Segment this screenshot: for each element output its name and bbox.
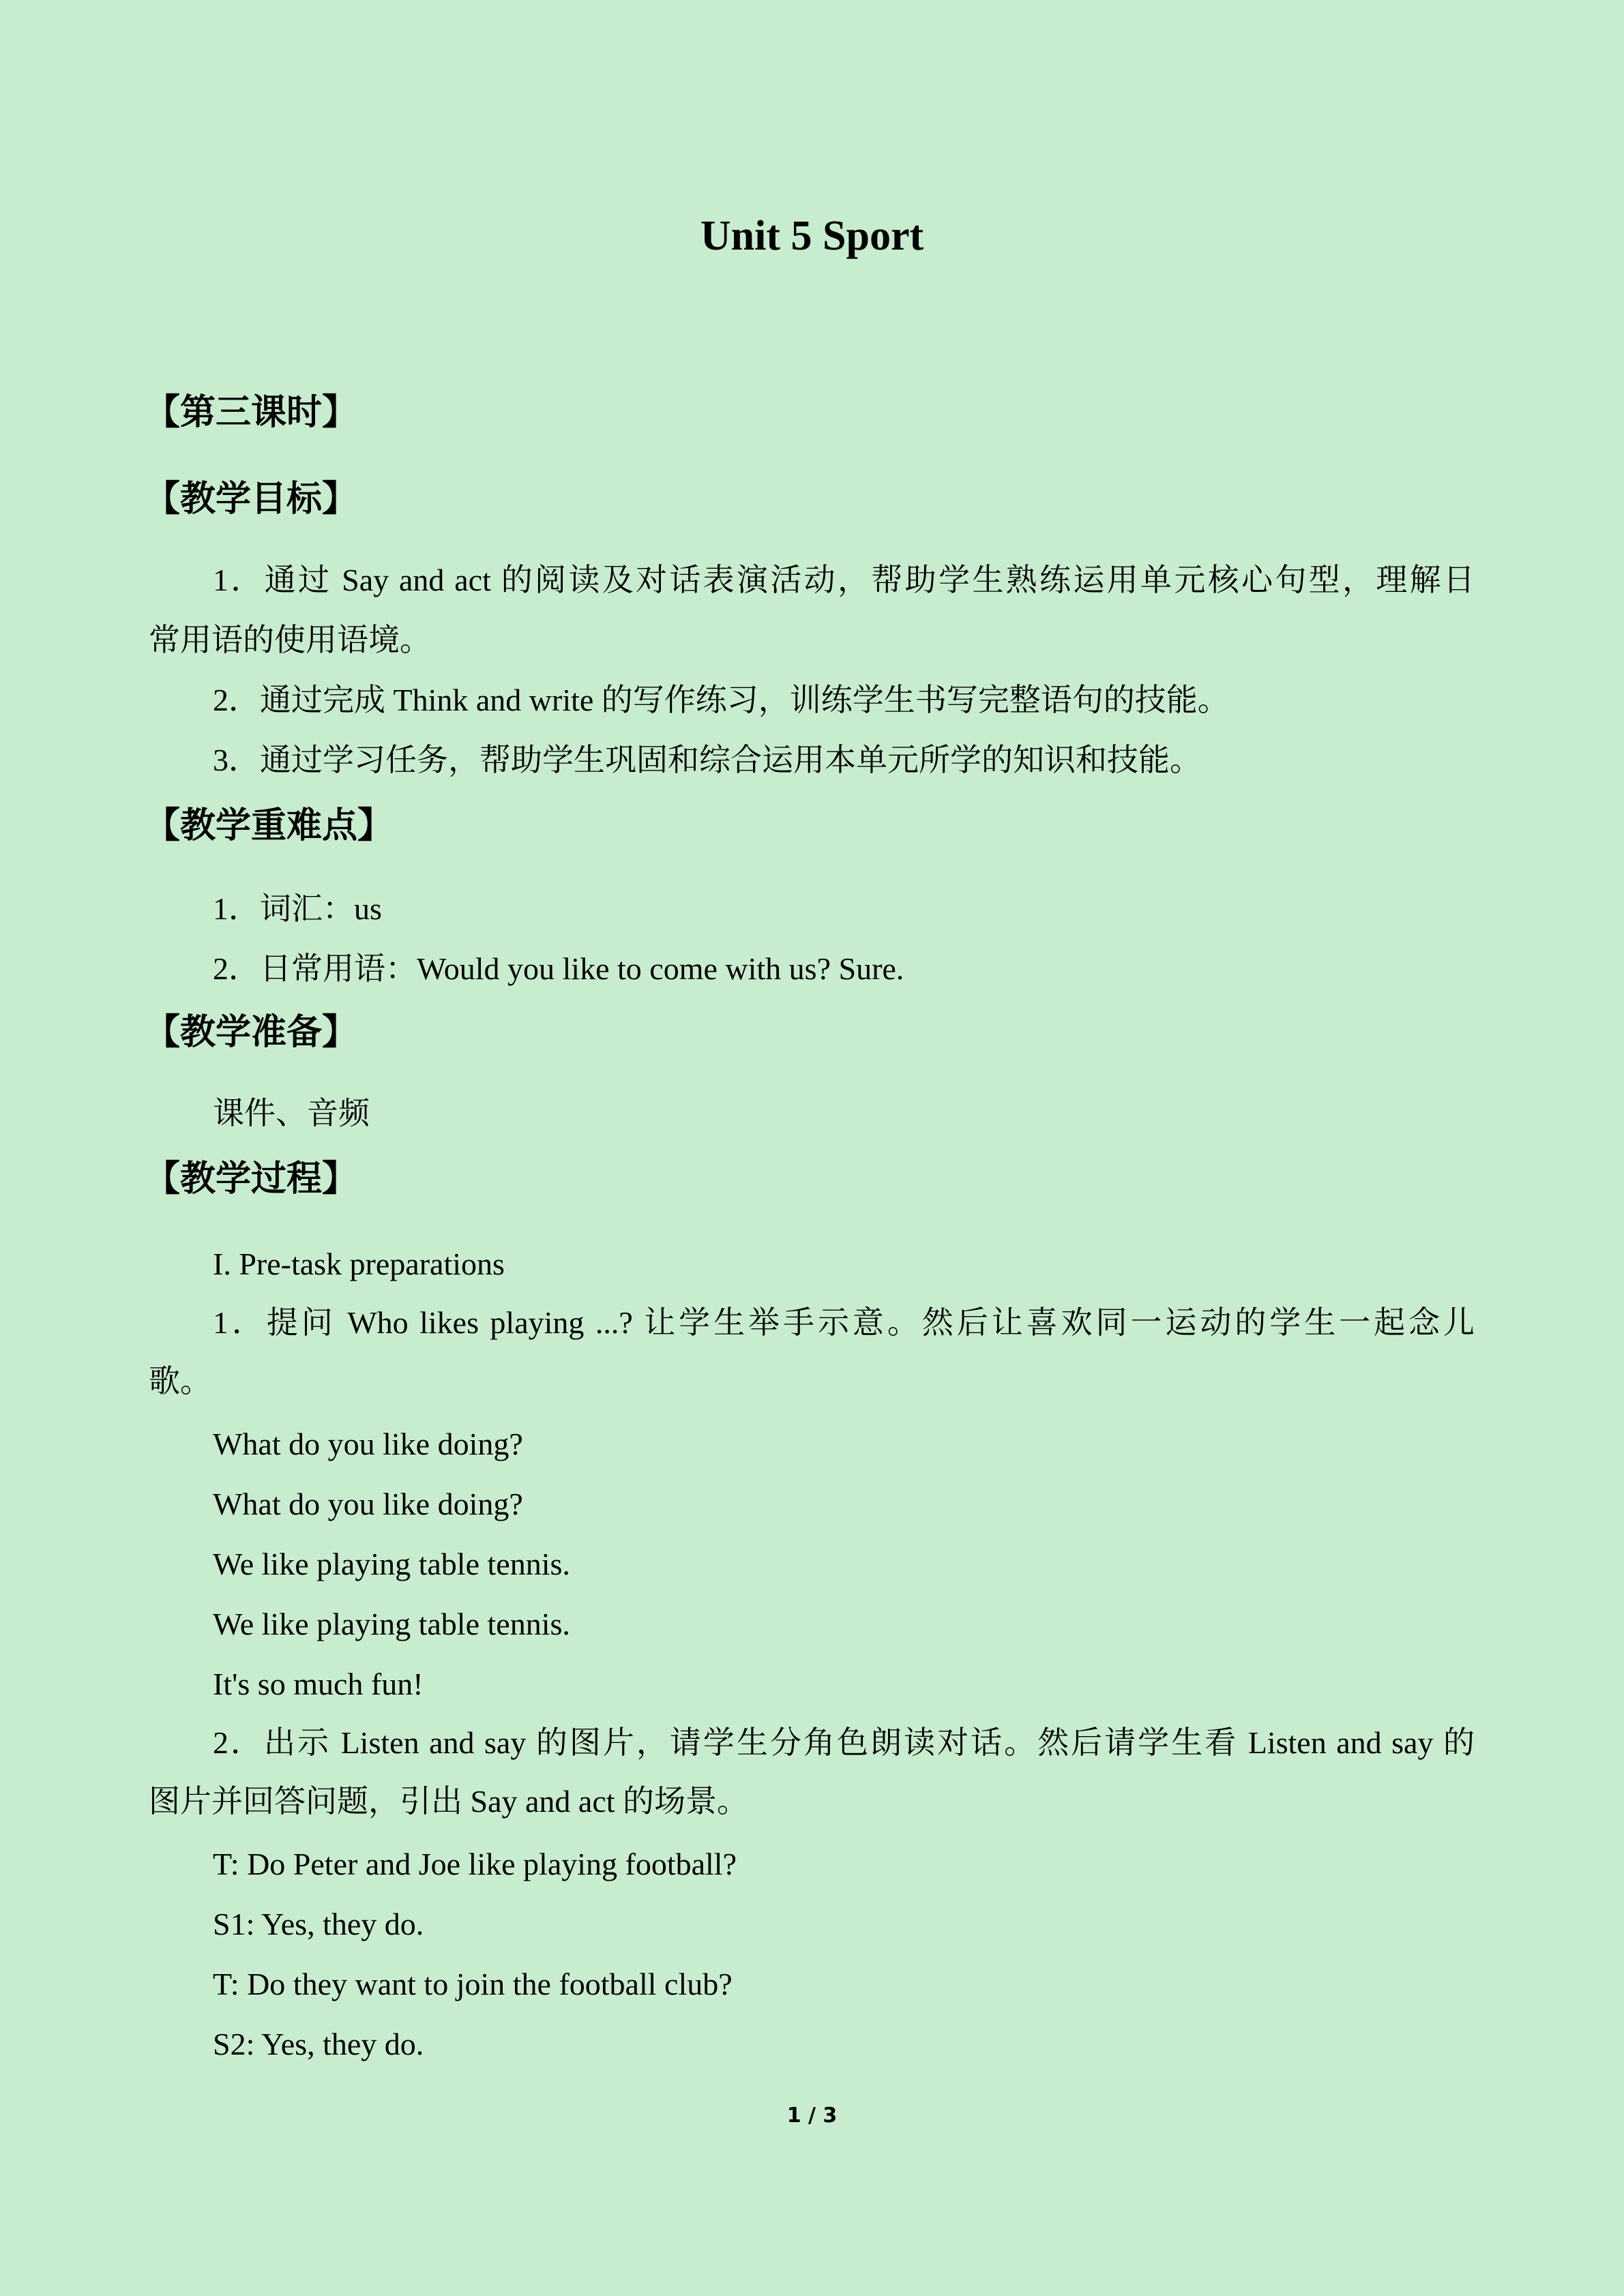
dialogue-line: T: Do they want to join the football club? bbox=[213, 1967, 733, 2001]
chant-line: We like playing table tennis. bbox=[213, 1547, 570, 1581]
heading-process: 【教学过程】 bbox=[145, 1159, 358, 1199]
goal-item-2: 2．通过完成 Think and write 的写作练习，训练学生书写完整语句的技能。 bbox=[213, 683, 1229, 717]
preparation-text: 课件、音频 bbox=[213, 1096, 370, 1131]
dialogue-line: S2: Yes, they do. bbox=[213, 2027, 424, 2061]
goal-item-3: 3．通过学习任务，帮助学生巩固和综合运用本单元所学的知识和技能。 bbox=[213, 743, 1201, 777]
heading-goals: 【教学目标】 bbox=[145, 479, 358, 520]
key-point-item-2: 2．日常用语：Would you like to come with us? Sure. bbox=[213, 951, 904, 986]
chant-line: What do you like doing? bbox=[213, 1427, 523, 1461]
dialogue-line: S1: Yes, they do. bbox=[213, 1907, 424, 1941]
key-point-item-1: 1．词汇：us bbox=[213, 891, 382, 926]
chant-line: We like playing table tennis. bbox=[213, 1607, 570, 1641]
process-step-1-line-1: 1．提问 Who likes playing ...? 让学生举手示意。然后让喜欢同一运动的学生一起念儿 bbox=[213, 1305, 1475, 1340]
process-step-2-line-2: 图片并回答问题，引出 Say and act 的场景。 bbox=[149, 1784, 749, 1819]
goal-item-1-line-1: 1．通过 Say and act 的阅读及对话表演活动，帮助学生熟练运用单元核心句型，理解日 bbox=[213, 563, 1475, 597]
process-section-1: I. Pre-task preparations bbox=[213, 1247, 505, 1281]
process-step-1-line-2: 歌。 bbox=[149, 1364, 211, 1399]
heading-key-points: 【教学重难点】 bbox=[145, 805, 394, 846]
dialogue-line: T: Do Peter and Joe like playing football? bbox=[213, 1847, 737, 1881]
chant-line: What do you like doing? bbox=[213, 1487, 523, 1521]
page-number: 1 / 3 bbox=[786, 2104, 838, 2128]
heading-lesson: 【第三课时】 bbox=[145, 392, 358, 433]
heading-preparation: 【教学准备】 bbox=[145, 1012, 358, 1053]
goal-item-1-line-2: 常用语的使用语境。 bbox=[149, 623, 431, 657]
process-step-2-line-1: 2．出示 Listen and say 的图片，请学生分角色朗读对话。然后请学生看 Listen and say 的 bbox=[213, 1725, 1475, 1760]
document-title: Unit 5 Sport bbox=[700, 213, 924, 259]
chant-line: It's so much fun! bbox=[213, 1667, 424, 1701]
